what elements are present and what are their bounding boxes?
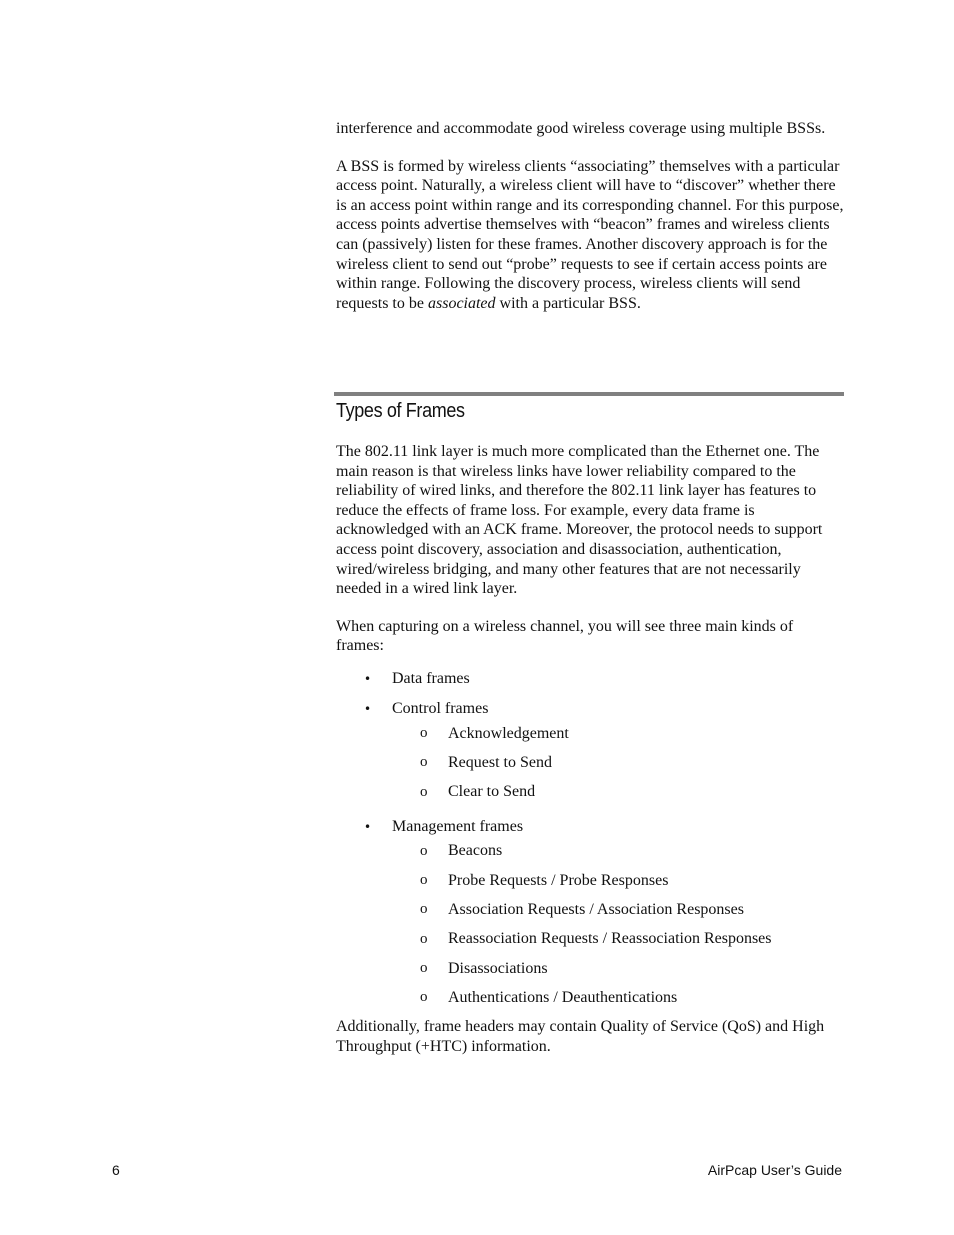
guide-title: AirPcap User’s Guide (707, 1162, 842, 1178)
section-paragraph-3: Additionally, frame headers may contain Quality of Service (QoS) and High Throughput (+HTC) information. (336, 1018, 825, 1056)
intro-paragraph-1: interference and accommodate good wireless coverage using multiple BSSs. (336, 120, 826, 137)
bullet-marker: • (364, 701, 372, 716)
sublist-item-label: Association Requests / Association Responses (448, 901, 744, 919)
sublist-item (336, 983, 844, 1012)
sublist-item-label: Reassociation Requests / Reassociation Responses (448, 930, 772, 948)
sub-bullet-marker: o (420, 901, 428, 918)
sublist-item (336, 866, 844, 895)
intro-text (336, 119, 844, 313)
sublist-item (336, 837, 844, 866)
section-paragraph-1: The 802.11 link layer is much more complicated than the Ethernet one. The main reason is that wireless links have lower reliability compared to the reliability of wired links, and therefore the 802.11 link layer has features to reduce the effects of frame loss. For example, every data frame is acknowledged with an ACK frame. Moreover, the protocol needs to support access point discovery, association and disassociation, authentication, wired/wireless bridging, and many other features that are not necessarily needed in a wired link layer. (336, 443, 823, 598)
sublist-item (336, 719, 844, 748)
sub-bullet-marker: o (420, 930, 428, 947)
section-heading: Types of Frames (336, 400, 465, 422)
bullet-marker: • (364, 671, 372, 686)
list-item-label: Management frames (392, 817, 524, 835)
list-item-label: Data frames (392, 669, 470, 687)
sublist-item-label: Authentications / Deauthentications (448, 988, 678, 1006)
intro-paragraph-2-start: A BSS is formed by wireless clients “associating” themselves with a particular access point. Naturally, a wireless client will have to “discover” whether there is an access point within range and its corresponding channel. For this purpose, access points advertise themselves with “beacon” frames and wireless clients can (passively) listen for these frames. Another discovery approach is for the wireless client to send out “probe” requests to see if certain access points are within range. Following the discovery process, wireless clients will send requests to be (336, 157, 844, 312)
sub-bullet-marker: o (420, 783, 428, 800)
sublist-item (336, 778, 844, 807)
section-divider-rule (334, 392, 844, 396)
management-frames-sublist (392, 837, 844, 1013)
sub-bullet-marker: o (420, 959, 428, 976)
intro-paragraph-2 (336, 157, 844, 314)
sublist-item (336, 925, 844, 954)
sub-bullet-marker: o (420, 989, 428, 1006)
sub-bullet-marker: o (420, 872, 428, 889)
sublist-item-label: Acknowledgement (448, 724, 569, 742)
list-item-management-frames (336, 812, 844, 1018)
sub-bullet-marker: o (420, 842, 428, 859)
sub-bullet-marker: o (420, 754, 428, 771)
section-body (336, 442, 844, 1057)
sublist-item (336, 748, 844, 777)
bullet-marker: • (364, 819, 372, 834)
sublist-item-label: Disassociations (448, 959, 548, 977)
sublist-item (336, 954, 844, 983)
control-frames-sublist (392, 719, 844, 807)
list-item-control-frames (336, 694, 844, 812)
section-paragraph-2: When capturing on a wireless channel, you will see three main kinds of frames: (336, 617, 794, 655)
sublist-item-label: Probe Requests / Probe Responses (448, 871, 669, 889)
sublist-item-label: Clear to Send (448, 783, 536, 801)
sublist-item-label: Beacons (448, 842, 503, 860)
intro-paragraph-2-end: with a particular BSS. (495, 294, 641, 312)
associated-emphasis: associated (427, 294, 496, 312)
list-item-data-frames (336, 664, 844, 694)
sublist-item-label: Request to Send (448, 753, 552, 771)
list-item-label: Control frames (392, 699, 489, 717)
frame-kinds-list (336, 664, 844, 1018)
page-number: 6 (112, 1162, 120, 1178)
sub-bullet-marker: o (420, 724, 428, 741)
sublist-item (336, 895, 844, 924)
